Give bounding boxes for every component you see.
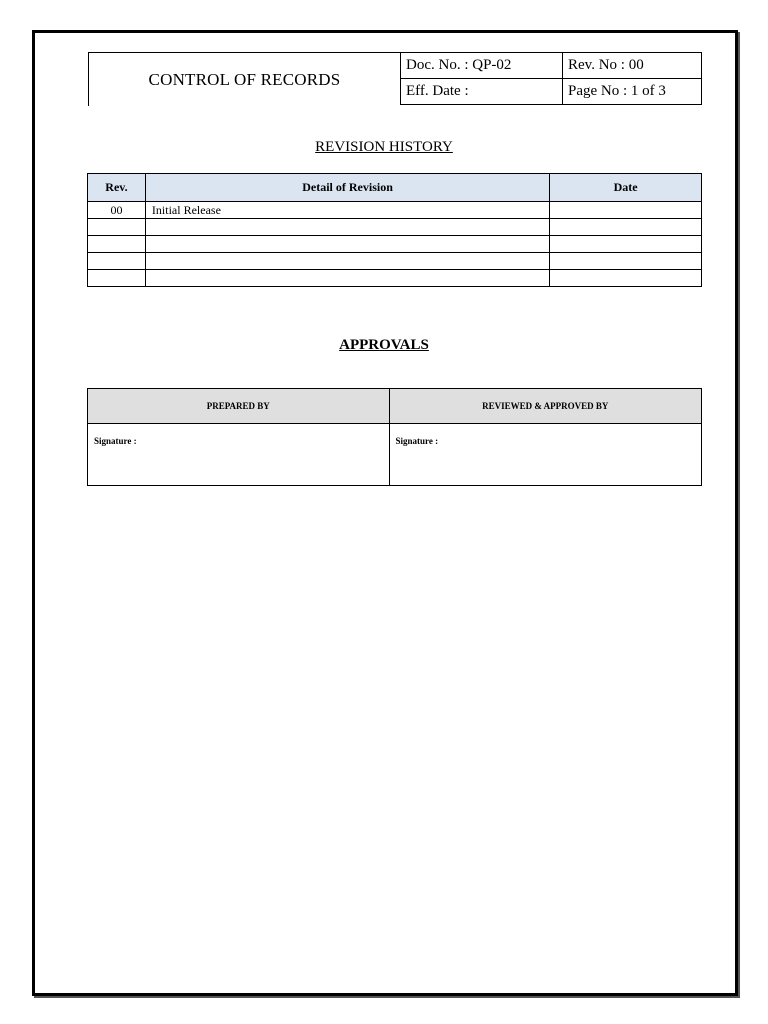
page-number: Page No : 1 of 3 bbox=[562, 78, 702, 105]
detail-cell bbox=[145, 270, 549, 287]
signature-row bbox=[88, 424, 702, 486]
effective-date: Eff. Date : bbox=[400, 78, 563, 105]
date-cell bbox=[550, 202, 702, 219]
table-row bbox=[88, 270, 702, 287]
detail-cell bbox=[145, 253, 549, 270]
table-row bbox=[88, 253, 702, 270]
detail-cell: Initial Release bbox=[145, 202, 549, 219]
detail-cell bbox=[145, 236, 549, 253]
revision-number: Rev. No : 00 bbox=[562, 52, 702, 79]
approvals-heading: APPROVALS bbox=[339, 337, 429, 353]
rev-cell bbox=[88, 219, 146, 236]
doc-number: Doc. No. : QP-02 bbox=[400, 52, 563, 79]
prepared-by-signature: Signature : bbox=[88, 424, 390, 486]
rev-cell: 00 bbox=[88, 202, 146, 219]
date-cell bbox=[550, 236, 702, 253]
rev-cell bbox=[88, 253, 146, 270]
column-header-detail: Detail of Revision bbox=[145, 174, 549, 202]
approvals-table bbox=[87, 388, 702, 486]
table-row bbox=[88, 236, 702, 253]
prepared-by-header: PREPARED BY bbox=[88, 389, 390, 424]
date-cell bbox=[550, 270, 702, 287]
document-title: CONTROL OF RECORDS bbox=[88, 52, 400, 106]
approvals-header-row bbox=[88, 389, 702, 424]
date-cell bbox=[550, 219, 702, 236]
rev-cell bbox=[88, 236, 146, 253]
column-header-rev: Rev. bbox=[88, 174, 146, 202]
detail-cell bbox=[145, 219, 549, 236]
column-header-date: Date bbox=[550, 174, 702, 202]
document-header bbox=[88, 52, 702, 105]
reviewed-approved-by-header: REVIEWED & APPROVED BY bbox=[389, 389, 702, 424]
date-cell bbox=[550, 253, 702, 270]
table-row bbox=[88, 219, 702, 236]
rev-cell bbox=[88, 270, 146, 287]
revision-history-heading: REVISION HISTORY bbox=[315, 139, 453, 155]
table-header-row bbox=[88, 174, 702, 202]
table-row bbox=[88, 202, 702, 219]
revision-history-table bbox=[87, 173, 702, 287]
approved-by-signature: Signature : bbox=[389, 424, 702, 486]
